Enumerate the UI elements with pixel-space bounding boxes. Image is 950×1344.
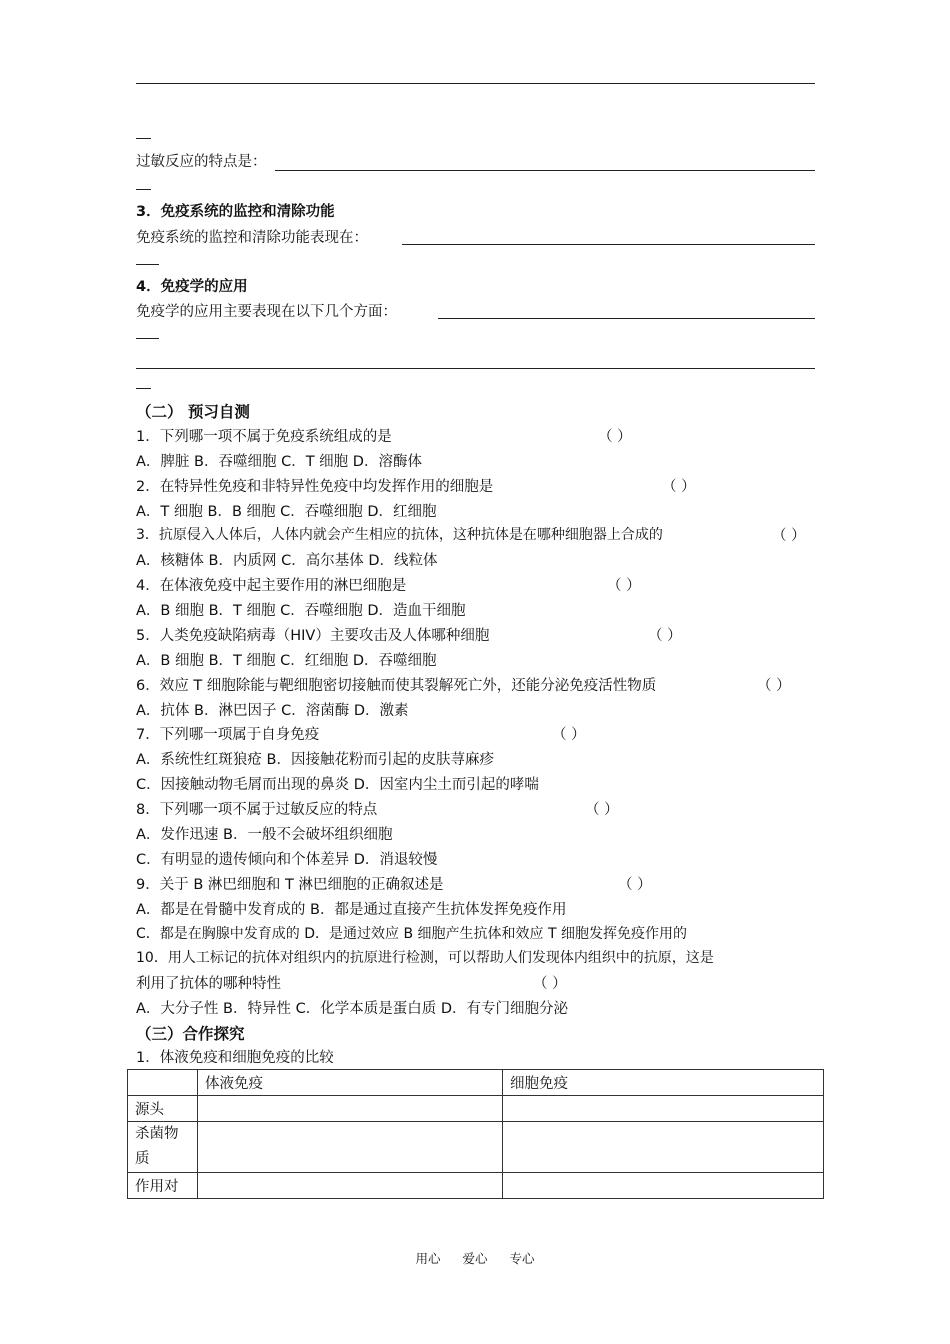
top-rule	[136, 83, 815, 84]
options-7b: C．因接触动物毛屑而出现的鼻炎 D．因室内尘土而引起的哮喘	[136, 777, 539, 793]
application-label: 免疫学的应用主要表现在以下几个方面：	[136, 304, 397, 320]
answer-paren-2[interactable]: （ ）	[662, 479, 696, 495]
table-corner-cell	[128, 1070, 198, 1096]
table-cell[interactable]	[503, 1122, 824, 1173]
monitor-label: 免疫系统的监控和清除功能表现在：	[136, 230, 368, 246]
footer-word-1: 用心	[415, 1251, 441, 1266]
preview-heading: （二） 预习自测	[136, 403, 250, 421]
line-continuation	[136, 338, 159, 339]
options-5: A．B 细胞 B．T 细胞 C．红细胞 D．吞噬细胞	[136, 653, 437, 669]
answer-paren-7[interactable]: （ ）	[552, 727, 586, 743]
answer-paren-5[interactable]: （ ）	[648, 628, 682, 644]
question-10-cont: 利用了抗体的哪种特性	[136, 976, 281, 992]
answer-paren-1[interactable]: （ ）	[598, 429, 632, 445]
table-row	[128, 1173, 824, 1199]
options-9b: C．都是在胸腺中发育成的 D．是通过效应 B 细胞产生抗体和效应 T 细胞发挥免疫作用的	[136, 926, 687, 942]
line-continuation	[136, 138, 151, 139]
table-cell[interactable]	[198, 1096, 503, 1122]
question-9: 9．关于 B 淋巴细胞和 T 淋巴细胞的正确叙述是	[136, 877, 444, 893]
allergy-blank[interactable]	[275, 170, 815, 171]
footer-word-3: 专心	[509, 1251, 535, 1266]
section3-title: 3．免疫系统的监控和清除功能	[136, 204, 335, 220]
monitor-blank[interactable]	[402, 244, 815, 245]
comparison-table	[127, 1069, 824, 1199]
application-blank-2[interactable]	[136, 368, 815, 369]
row-label-target: 作用对	[128, 1173, 198, 1199]
options-1: A．脾脏 B．吞噬细胞 C．T 细胞 D．溶酶体	[136, 454, 422, 470]
table-cell[interactable]	[198, 1173, 503, 1199]
line-continuation	[136, 189, 151, 190]
col-header-cellular: 细胞免疫	[503, 1070, 824, 1096]
options-6: A．抗体 B．淋巴因子 C．溶菌酶 D．激素	[136, 703, 409, 719]
table-header-row	[128, 1070, 824, 1096]
options-7a: A．系统性红斑狼疮 B．因接触花粉而引起的皮肤荨麻疹	[136, 752, 494, 768]
table-cell[interactable]	[198, 1122, 503, 1173]
allergy-label: 过敏反应的特点是：	[136, 154, 267, 170]
question-10: 10．用人工标记的抗体对组织内的抗原进行检测，可以帮助人们发现体内组织中的抗原，这是	[136, 950, 714, 966]
line-continuation	[136, 264, 159, 265]
coop-heading: （三）合作探究	[136, 1025, 245, 1043]
options-9a: A．都是在骨髓中发育成的 B．都是通过直接产生抗体发挥免疫作用	[136, 902, 567, 918]
question-7: 7．下列哪一项属于自身免疫	[136, 727, 320, 743]
section4-title: 4．免疫学的应用	[136, 279, 248, 295]
question-4: 4．在体液免疫中起主要作用的淋巴细胞是	[136, 578, 407, 594]
options-8b: C．有明显的遗传倾向和个体差异 D．消退较慢	[136, 852, 438, 868]
options-3: A．核糖体 B．内质网 C．高尔基体 D．线粒体	[136, 553, 438, 569]
options-4: A．B 细胞 B．T 细胞 C．吞噬细胞 D．造血干细胞	[136, 603, 466, 619]
row-label-source: 源头	[128, 1096, 198, 1122]
answer-paren-9[interactable]: （ ）	[618, 877, 652, 893]
table-cell[interactable]	[503, 1173, 824, 1199]
options-8a: A．发作迅速 B．一般不会破坏组织细胞	[136, 827, 393, 843]
table-row	[128, 1122, 824, 1173]
question-1: 1．下列哪一项不属于免疫系统组成的是	[136, 429, 392, 445]
options-10: A．大分子性 B．特异性 C．化学本质是蛋白质 D．有专门细胞分泌	[136, 1001, 568, 1017]
application-blank[interactable]	[438, 318, 815, 319]
row-label-bactericidal: 杀菌物质	[128, 1122, 198, 1173]
line-continuation	[136, 388, 151, 389]
options-2: A．T 细胞 B．B 细胞 C．吞噬细胞 D．红细胞	[136, 504, 437, 520]
answer-paren-6[interactable]: （ ）	[757, 678, 791, 694]
footer-word-2: 爱心	[462, 1251, 488, 1266]
table-cell[interactable]	[503, 1096, 824, 1122]
col-header-humoral: 体液免疫	[198, 1070, 503, 1096]
answer-paren-3[interactable]: （ ）	[772, 528, 806, 544]
table-row	[128, 1096, 824, 1122]
question-5: 5．人类免疫缺陷病毒（HIV）主要攻击及人体哪种细胞	[136, 628, 490, 644]
table-title: 1．体液免疫和细胞免疫的比较	[136, 1050, 334, 1066]
question-2: 2．在特异性免疫和非特异性免疫中均发挥作用的细胞是	[136, 479, 494, 495]
answer-paren-8[interactable]: （ ）	[585, 802, 619, 818]
answer-paren-10[interactable]: （ ）	[533, 976, 567, 992]
question-6: 6．效应 T 细胞除能与靶细胞密切接触而使其裂解死亡外，还能分泌免疫活性物质	[136, 678, 657, 694]
question-8: 8．下列哪一项不属于过敏反应的特点	[136, 802, 378, 818]
question-3: 3．抗原侵入人体后，人体内就会产生相应的抗体，这种抗体是在哪种细胞器上合成的	[136, 527, 663, 543]
answer-paren-4[interactable]: （ ）	[607, 578, 641, 594]
page-footer	[0, 1249, 950, 1267]
